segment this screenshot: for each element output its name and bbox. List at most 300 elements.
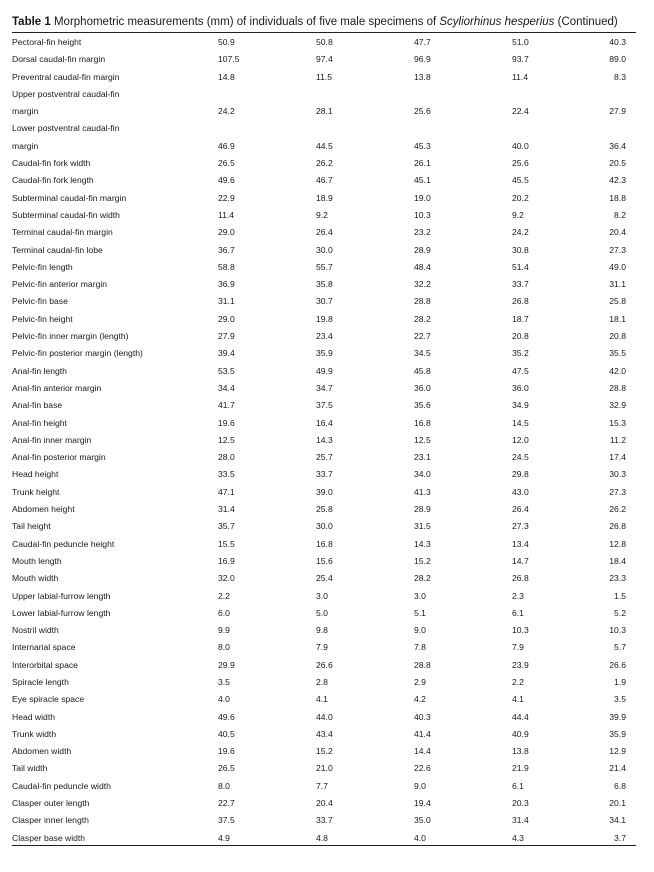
- specimen-2-value: 30.0: [316, 244, 333, 255]
- measurement-name: Lower labial-furrow length: [12, 607, 111, 618]
- table-label: Table 1: [12, 16, 51, 28]
- specimen-4-value: 20.8: [512, 331, 529, 342]
- table-row: [12, 622, 636, 639]
- table-row: [12, 397, 636, 414]
- measurement-name: Abdomen height: [12, 504, 75, 515]
- specimen-4-value: 27.3: [512, 521, 529, 532]
- specimen-1-value: 8.0: [218, 780, 230, 791]
- specimen-3-value: 35.0: [414, 815, 431, 826]
- measurement-name: Internarial space: [12, 642, 76, 653]
- table-row: [12, 657, 636, 674]
- specimen-4-value: 12.0: [512, 434, 529, 445]
- measurement-name: Terminal caudal-fin margin: [12, 227, 113, 238]
- specimen-3-value: 36.0: [414, 382, 431, 393]
- table-row: [12, 726, 636, 743]
- specimen-5-value: 49.0: [609, 261, 626, 272]
- measurement-name: Pelvic-fin posterior margin (length): [12, 348, 143, 359]
- specimen-4-value: 7.9: [512, 642, 524, 653]
- table-row: [12, 588, 636, 605]
- specimen-4-value: 51.0: [512, 37, 529, 47]
- measurements-table: [12, 34, 636, 847]
- table-row: [12, 311, 636, 328]
- specimen-4-value: 6.1: [512, 607, 524, 618]
- specimen-2-value: 37.5: [316, 400, 333, 411]
- specimen-3-value: 7.8: [414, 642, 426, 653]
- specimen-4-value: 24.2: [512, 227, 529, 238]
- specimen-3-value: 28.2: [414, 313, 431, 324]
- specimen-1-value: 58.8: [218, 261, 235, 272]
- specimen-4-value: 21.9: [512, 763, 529, 774]
- specimen-5-value: 35.9: [609, 728, 626, 739]
- specimen-5-value: 42.0: [609, 365, 626, 376]
- table-row: [12, 155, 636, 172]
- specimen-2-value: 50.8: [316, 37, 333, 47]
- table-row: [12, 190, 636, 207]
- specimen-3-value: 28.8: [414, 659, 431, 670]
- table-row: [12, 86, 636, 103]
- specimen-1-value: 27.9: [218, 331, 235, 342]
- specimen-5-value: 12.9: [609, 746, 626, 757]
- specimen-1-value: 14.8: [218, 71, 235, 82]
- specimen-4-value: 20.3: [512, 798, 529, 809]
- table-row: [12, 795, 636, 812]
- specimen-1-value: 29.0: [218, 227, 235, 238]
- specimen-4-value: 25.6: [512, 158, 529, 169]
- specimen-2-value: 26.2: [316, 158, 333, 169]
- specimen-5-value: 39.9: [609, 711, 626, 722]
- measurement-name: Mouth length: [12, 555, 62, 566]
- specimen-1-value: 36.7: [218, 244, 235, 255]
- measurement-name: Head width: [12, 711, 55, 722]
- specimen-1-value: 26.5: [218, 763, 235, 774]
- measurement-name: Pelvic-fin height: [12, 313, 73, 324]
- specimen-5-value: 18.1: [609, 313, 626, 324]
- specimen-3-value: 15.2: [414, 555, 431, 566]
- specimen-3-value: 41.3: [414, 486, 431, 497]
- specimen-1-value: 22.7: [218, 798, 235, 809]
- table-row: [12, 605, 636, 622]
- specimen-3-value: 22.6: [414, 763, 431, 774]
- specimen-2-value: 49.9: [316, 365, 333, 376]
- specimen-5-value: 5.7: [614, 642, 626, 653]
- specimen-5-value: 40.3: [609, 37, 626, 47]
- measurement-name: Upper labial-furrow length: [12, 590, 111, 601]
- specimen-1-value: 107.5: [218, 54, 240, 65]
- table-row: [12, 259, 636, 276]
- specimen-1-value: 47.1: [218, 486, 235, 497]
- specimen-1-value: 26.5: [218, 158, 235, 169]
- specimen-4-value: 40.9: [512, 728, 529, 739]
- specimen-1-value: 19.6: [218, 417, 235, 428]
- table-row: [12, 501, 636, 518]
- specimen-2-value: 55.7: [316, 261, 333, 272]
- specimen-3-value: 45.1: [414, 175, 431, 186]
- specimen-4-value: 23.9: [512, 659, 529, 670]
- specimen-2-value: 5.0: [316, 607, 328, 618]
- specimen-2-value: 44.0: [316, 711, 333, 722]
- table-row: [12, 432, 636, 449]
- specimen-5-value: 36.4: [609, 140, 626, 151]
- table-bottom-rule: [12, 845, 636, 846]
- table-row: [12, 553, 636, 570]
- specimen-5-value: 18.4: [609, 555, 626, 566]
- specimen-2-value: 23.4: [316, 331, 333, 342]
- specimen-4-value: 31.4: [512, 815, 529, 826]
- specimen-3-value: 9.0: [414, 780, 426, 791]
- measurement-name-continued: margin: [12, 140, 39, 151]
- specimen-5-value: 8.2: [614, 209, 626, 220]
- specimen-4-value: 29.8: [512, 469, 529, 480]
- table-row: [12, 449, 636, 466]
- specimen-2-value: 33.7: [316, 469, 333, 480]
- specimen-3-value: 31.5: [414, 521, 431, 532]
- specimen-3-value: 28.9: [414, 504, 431, 515]
- table-row: [12, 570, 636, 587]
- specimen-1-value: 35.7: [218, 521, 235, 532]
- measurement-name: Abdomen width: [12, 746, 72, 757]
- specimen-3-value: 10.3: [414, 209, 431, 220]
- table-row: [12, 760, 636, 777]
- specimen-2-value: 25.8: [316, 504, 333, 515]
- specimen-5-value: 26.8: [609, 521, 626, 532]
- measurement-name: Caudal-fin fork width: [12, 158, 91, 169]
- specimen-3-value: 3.0: [414, 590, 426, 601]
- specimen-3-value: 22.7: [414, 331, 431, 342]
- specimen-3-value: 34.5: [414, 348, 431, 359]
- specimen-2-value: 25.7: [316, 452, 333, 463]
- measurement-name: Subterminal caudal-fin width: [12, 209, 120, 220]
- specimen-2-value: 35.8: [316, 279, 333, 290]
- measurement-name: Terminal caudal-fin lobe: [12, 244, 103, 255]
- table-row: [12, 536, 636, 553]
- specimen-4-value: 20.2: [512, 192, 529, 203]
- specimen-2-value: 20.4: [316, 798, 333, 809]
- specimen-4-value: 26.8: [512, 573, 529, 584]
- specimen-1-value: 33.5: [218, 469, 235, 480]
- specimen-1-value: 16.9: [218, 555, 235, 566]
- specimen-5-value: 8.3: [614, 71, 626, 82]
- specimen-4-value: 18.7: [512, 313, 529, 324]
- table-row-continuation: [12, 138, 636, 155]
- specimen-3-value: 16.8: [414, 417, 431, 428]
- measurement-name: Interorbital space: [12, 659, 78, 670]
- measurement-name: Subterminal caudal-fin margin: [12, 192, 127, 203]
- measurement-name: Anal-fin length: [12, 365, 67, 376]
- measurement-name: Clasper inner length: [12, 815, 89, 826]
- specimen-4-value: 36.0: [512, 382, 529, 393]
- specimen-2-value: 39.0: [316, 486, 333, 497]
- measurement-name: Trunk width: [12, 728, 57, 739]
- specimen-1-value: 50.9: [218, 37, 235, 47]
- specimen-5-value: 27.3: [609, 244, 626, 255]
- specimen-1-value: 29.0: [218, 313, 235, 324]
- specimen-4-value: 34.9: [512, 400, 529, 411]
- measurement-name: Tail height: [12, 521, 51, 532]
- specimen-1-value: 46.9: [218, 140, 235, 151]
- specimen-5-value: 31.1: [609, 279, 626, 290]
- specimen-3-value: 5.1: [414, 607, 426, 618]
- specimen-3-value: 28.2: [414, 573, 431, 584]
- measurement-name: Pelvic-fin inner margin (length): [12, 331, 129, 342]
- measurement-name: Spiracle length: [12, 676, 69, 687]
- table-row: [12, 674, 636, 691]
- specimen-1-value: 40.5: [218, 728, 235, 739]
- specimen-4-value: 47.5: [512, 365, 529, 376]
- table-caption: [12, 14, 618, 30]
- specimen-5-value: 26.2: [609, 504, 626, 515]
- specimen-1-value: 49.6: [218, 711, 235, 722]
- specimen-3-value: 47.7: [414, 37, 431, 47]
- specimen-1-value: 39.4: [218, 348, 235, 359]
- specimen-4-value: 4.1: [512, 694, 524, 705]
- measurement-name: Anal-fin height: [12, 417, 67, 428]
- specimen-2-value: 33.7: [316, 815, 333, 826]
- specimen-2-value: 43.4: [316, 728, 333, 739]
- measurement-name: Tail width: [12, 763, 48, 774]
- specimen-3-value: 41.4: [414, 728, 431, 739]
- measurement-name: Anal-fin anterior margin: [12, 382, 102, 393]
- specimen-2-value: 26.4: [316, 227, 333, 238]
- specimen-5-value: 21.4: [609, 763, 626, 774]
- specimen-4-value: 6.1: [512, 780, 524, 791]
- measurement-name: Pelvic-fin length: [12, 261, 73, 272]
- specimen-4-value: 22.4: [512, 106, 529, 117]
- table-row: [12, 639, 636, 656]
- specimen-5-value: 1.5: [614, 590, 626, 601]
- measurement-name: Dorsal caudal-fin margin: [12, 54, 106, 65]
- specimen-3-value: 9.0: [414, 625, 426, 636]
- specimen-1-value: 12.5: [218, 434, 235, 445]
- table-row: [12, 743, 636, 760]
- specimen-5-value: 5.2: [614, 607, 626, 618]
- specimen-2-value: 30.0: [316, 521, 333, 532]
- specimen-3-value: 12.5: [414, 434, 431, 445]
- table-row: [12, 120, 636, 137]
- specimen-1-value: 36.9: [218, 279, 235, 290]
- specimen-3-value: 40.3: [414, 711, 431, 722]
- specimen-2-value: 25.4: [316, 573, 333, 584]
- specimen-4-value: 30.8: [512, 244, 529, 255]
- specimen-2-value: 26.6: [316, 659, 333, 670]
- specimen-5-value: 11.2: [609, 434, 626, 445]
- specimen-4-value: 13.4: [512, 538, 529, 549]
- specimen-2-value: 28.1: [316, 106, 333, 117]
- specimen-1-value: 31.4: [218, 504, 235, 515]
- table-row-continuation: [12, 103, 636, 120]
- measurement-name: Trunk height: [12, 486, 60, 497]
- table-row: [12, 172, 636, 189]
- specimen-3-value: 23.2: [414, 227, 431, 238]
- specimen-5-value: 20.8: [609, 331, 626, 342]
- specimen-1-value: 4.0: [218, 694, 230, 705]
- caption-text: Morphometric measurements (mm) of individuals of five male specimens of: [50, 16, 440, 28]
- table-row: [12, 276, 636, 293]
- specimen-5-value: 12.8: [609, 538, 626, 549]
- specimen-5-value: 28.8: [609, 382, 626, 393]
- table-row: [12, 709, 636, 726]
- specimen-1-value: 19.6: [218, 746, 235, 757]
- specimen-5-value: 15.3: [609, 417, 626, 428]
- specimen-1-value: 41.7: [218, 400, 235, 411]
- specimen-1-value: 53.5: [218, 365, 235, 376]
- specimen-5-value: 30.3: [609, 469, 626, 480]
- specimen-3-value: 14.4: [414, 746, 431, 757]
- specimen-1-value: 11.4: [218, 209, 235, 220]
- specimen-2-value: 21.0: [316, 763, 333, 774]
- table-row: [12, 293, 636, 310]
- specimen-3-value: 13.8: [414, 71, 431, 82]
- specimen-3-value: 34.0: [414, 469, 431, 480]
- specimen-4-value: 10.3: [512, 625, 529, 636]
- specimen-5-value: 26.6: [609, 659, 626, 670]
- specimen-2-value: 15.6: [316, 555, 333, 566]
- table-row: [12, 812, 636, 829]
- specimen-4-value: 26.4: [512, 504, 529, 515]
- specimen-3-value: 25.6: [414, 106, 431, 117]
- specimen-1-value: 34.4: [218, 382, 235, 393]
- specimen-4-value: 13.8: [512, 746, 529, 757]
- specimen-2-value: 16.4: [316, 417, 333, 428]
- specimen-1-value: 3.5: [218, 676, 230, 687]
- specimen-5-value: 20.4: [609, 227, 626, 238]
- table-top-rule: [12, 32, 636, 33]
- specimen-4-value: 11.4: [512, 71, 529, 82]
- specimen-1-value: 22.9: [218, 192, 235, 203]
- specimen-2-value: 35.9: [316, 348, 333, 359]
- specimen-2-value: 9.8: [316, 625, 328, 636]
- specimen-1-value: 8.0: [218, 642, 230, 653]
- specimen-4-value: 14.5: [512, 417, 529, 428]
- specimen-3-value: 28.8: [414, 296, 431, 307]
- measurement-name: Eye spiracle space: [12, 694, 85, 705]
- measurement-name: Upper postventral caudal-fin: [12, 88, 120, 99]
- specimen-2-value: 15.2: [316, 746, 333, 757]
- specimen-5-value: 20.1: [609, 798, 626, 809]
- measurement-name: Caudal-fin peduncle height: [12, 538, 115, 549]
- specimen-5-value: 32.9: [609, 400, 626, 411]
- specimen-1-value: 6.0: [218, 607, 230, 618]
- specimen-5-value: 27.3: [609, 486, 626, 497]
- specimen-4-value: 2.2: [512, 676, 524, 687]
- specimen-3-value: 35.6: [414, 400, 431, 411]
- specimen-2-value: 11.5: [316, 71, 333, 82]
- table-row: [12, 466, 636, 483]
- specimen-1-value: 31.1: [218, 296, 235, 307]
- table-row: [12, 242, 636, 259]
- specimen-1-value: 28.0: [218, 452, 235, 463]
- specimen-5-value: 17.4: [609, 452, 626, 463]
- specimen-5-value: 42.3: [609, 175, 626, 186]
- specimen-4-value: 26.8: [512, 296, 529, 307]
- specimen-1-value: 2.2: [218, 590, 230, 601]
- table-row: [12, 34, 636, 51]
- table-row: [12, 484, 636, 501]
- specimen-2-value: 16.8: [316, 538, 333, 549]
- measurement-name: Mouth width: [12, 573, 59, 584]
- specimen-5-value: 27.9: [609, 106, 626, 117]
- table-row: [12, 69, 636, 86]
- specimen-4-value: 43.0: [512, 486, 529, 497]
- specimen-4-value: 51.4: [512, 261, 529, 272]
- measurement-name: Anal-fin base: [12, 400, 63, 411]
- specimen-4-value: 24.5: [512, 452, 529, 463]
- specimen-2-value: 14.3: [316, 434, 333, 445]
- specimen-3-value: 45.3: [414, 140, 431, 151]
- specimen-1-value: 37.5: [218, 815, 235, 826]
- specimen-1-value: 32.0: [218, 573, 235, 584]
- specimen-2-value: 44.5: [316, 140, 333, 151]
- specimen-3-value: 4.0: [414, 832, 426, 843]
- specimen-4-value: 44.4: [512, 711, 529, 722]
- specimen-4-value: 4.3: [512, 832, 524, 843]
- specimen-1-value: 15.5: [218, 538, 235, 549]
- measurement-name: Caudal-fin fork length: [12, 175, 94, 186]
- specimen-3-value: 45.8: [414, 365, 431, 376]
- specimen-4-value: 2.3: [512, 590, 524, 601]
- specimen-5-value: 10.3: [609, 625, 626, 636]
- caption-continued: (Continued): [554, 16, 618, 28]
- specimen-5-value: 23.3: [609, 573, 626, 584]
- specimen-4-value: 45.5: [512, 175, 529, 186]
- specimen-2-value: 34.7: [316, 382, 333, 393]
- table-row: [12, 328, 636, 345]
- specimen-2-value: 7.7: [316, 780, 328, 791]
- table-row: [12, 345, 636, 362]
- measurement-name: Clasper base width: [12, 832, 86, 843]
- table-row: [12, 51, 636, 68]
- specimen-3-value: 19.4: [414, 798, 431, 809]
- specimen-2-value: 19.8: [316, 313, 333, 324]
- specimen-5-value: 18.8: [609, 192, 626, 203]
- table-row: [12, 691, 636, 708]
- specimen-2-value: 2.8: [316, 676, 328, 687]
- measurement-name: Caudal-fin peduncle width: [12, 780, 111, 791]
- specimen-3-value: 26.1: [414, 158, 431, 169]
- measurement-name: Pectoral-fin height: [12, 37, 82, 47]
- specimen-2-value: 46.7: [316, 175, 333, 186]
- table-row: [12, 224, 636, 241]
- specimen-2-value: 4.1: [316, 694, 328, 705]
- specimen-3-value: 28.9: [414, 244, 431, 255]
- measurement-name: Lower postventral caudal-fin: [12, 123, 120, 134]
- specimen-3-value: 4.2: [414, 694, 426, 705]
- table-row: [12, 518, 636, 535]
- specimen-2-value: 9.2: [316, 209, 328, 220]
- measurement-name: Nostril width: [12, 625, 59, 636]
- table-row: [12, 207, 636, 224]
- specimen-3-value: 14.3: [414, 538, 431, 549]
- specimen-1-value: 4.9: [218, 832, 230, 843]
- specimen-3-value: 96.9: [414, 54, 431, 65]
- specimen-3-value: 32.2: [414, 279, 431, 290]
- table-row: [12, 363, 636, 380]
- specimen-2-value: 97.4: [316, 54, 333, 65]
- specimen-5-value: 25.8: [609, 296, 626, 307]
- measurement-name: Pelvic-fin base: [12, 296, 68, 307]
- specimen-5-value: 20.5: [609, 158, 626, 169]
- specimen-1-value: 29.9: [218, 659, 235, 670]
- measurement-name: Preventral caudal-fin margin: [12, 71, 120, 82]
- specimen-2-value: 18.9: [316, 192, 333, 203]
- specimen-2-value: 30.7: [316, 296, 333, 307]
- specimen-4-value: 33.7: [512, 279, 529, 290]
- table-row: [12, 380, 636, 397]
- measurement-name: Anal-fin inner margin: [12, 434, 92, 445]
- species-name: Scyliorhinus hesperius: [439, 16, 555, 28]
- specimen-5-value: 1.9: [614, 676, 626, 687]
- measurement-name-continued: margin: [12, 106, 39, 117]
- specimen-1-value: 49.6: [218, 175, 235, 186]
